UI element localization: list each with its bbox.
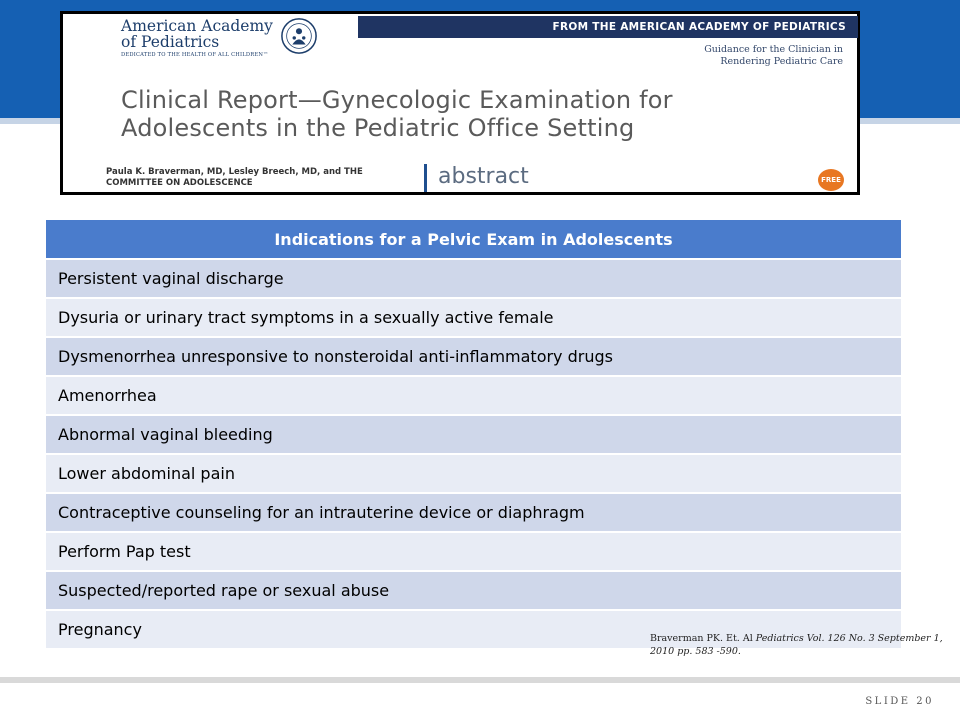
article-header-image [60, 11, 860, 195]
table-cell: Dysmenorrhea unresponsive to nonsteroidal anti-inflammatory drugs [46, 338, 901, 377]
table-cell: Perform Pap test [46, 533, 901, 572]
aap-name-line2: of Pediatrics [121, 33, 220, 51]
table-cell: Lower abdominal pain [46, 455, 901, 494]
guidance-line1: Guidance for the Clinician in [704, 44, 843, 55]
aap-logo-text [121, 18, 273, 50]
citation [650, 632, 950, 658]
slide-number: SLIDE 20 [865, 696, 934, 707]
table-row [46, 299, 901, 338]
guidance-line2: Rendering Pediatric Care [720, 56, 843, 67]
table-cell: Abnormal vaginal bleeding [46, 416, 901, 455]
footer-rule [0, 677, 960, 683]
table-row [46, 377, 901, 416]
table-cell: Persistent vaginal discharge [46, 260, 901, 299]
table-row [46, 260, 901, 299]
aap-seal-icon [280, 17, 318, 55]
table-header-row [46, 220, 901, 260]
abstract-label: abstract [438, 164, 529, 189]
aap-tagline: DEDICATED TO THE HEALTH OF ALL CHILDREN™ [121, 52, 269, 58]
table-cell: Pregnancy [46, 611, 901, 650]
report-title [121, 86, 673, 142]
table-row [46, 455, 901, 494]
guidance-text [704, 44, 843, 68]
table-header: Indications for a Pelvic Exam in Adolescents [46, 220, 901, 260]
table-row [46, 494, 901, 533]
aap-name-line1: American Academy [121, 17, 273, 35]
citation-journal: Pediatrics Vol. 126 No. 3 September 1, 2010 pp. 583 -590. [650, 633, 943, 657]
table-row [46, 338, 901, 377]
table-cell: Suspected/reported rape or sexual abuse [46, 572, 901, 611]
report-title-line1: Clinical Report—Gynecologic Examination for [121, 86, 673, 114]
table-row [46, 416, 901, 455]
article-authors: Paula K. Braverman, MD, Lesley Breech, MD, and THE COMMITTEE ON ADOLESCENCE [106, 167, 363, 188]
citation-authors: Braverman PK. Et. Al [650, 633, 756, 644]
table-row [46, 533, 901, 572]
table-cell: Contraceptive counseling for an intrauterine device or diaphragm [46, 494, 901, 533]
table-cell: Amenorrhea [46, 377, 901, 416]
table-row [46, 572, 901, 611]
free-badge: FREE [818, 169, 844, 191]
abstract-divider [424, 164, 427, 192]
indications-table [46, 220, 901, 650]
report-title-line2: Adolescents in the Pediatric Office Setting [121, 114, 635, 142]
table-cell: Dysuria or urinary tract symptoms in a sexually active female [46, 299, 901, 338]
article-source-banner: FROM THE AMERICAN ACADEMY OF PEDIATRICS [358, 16, 858, 38]
